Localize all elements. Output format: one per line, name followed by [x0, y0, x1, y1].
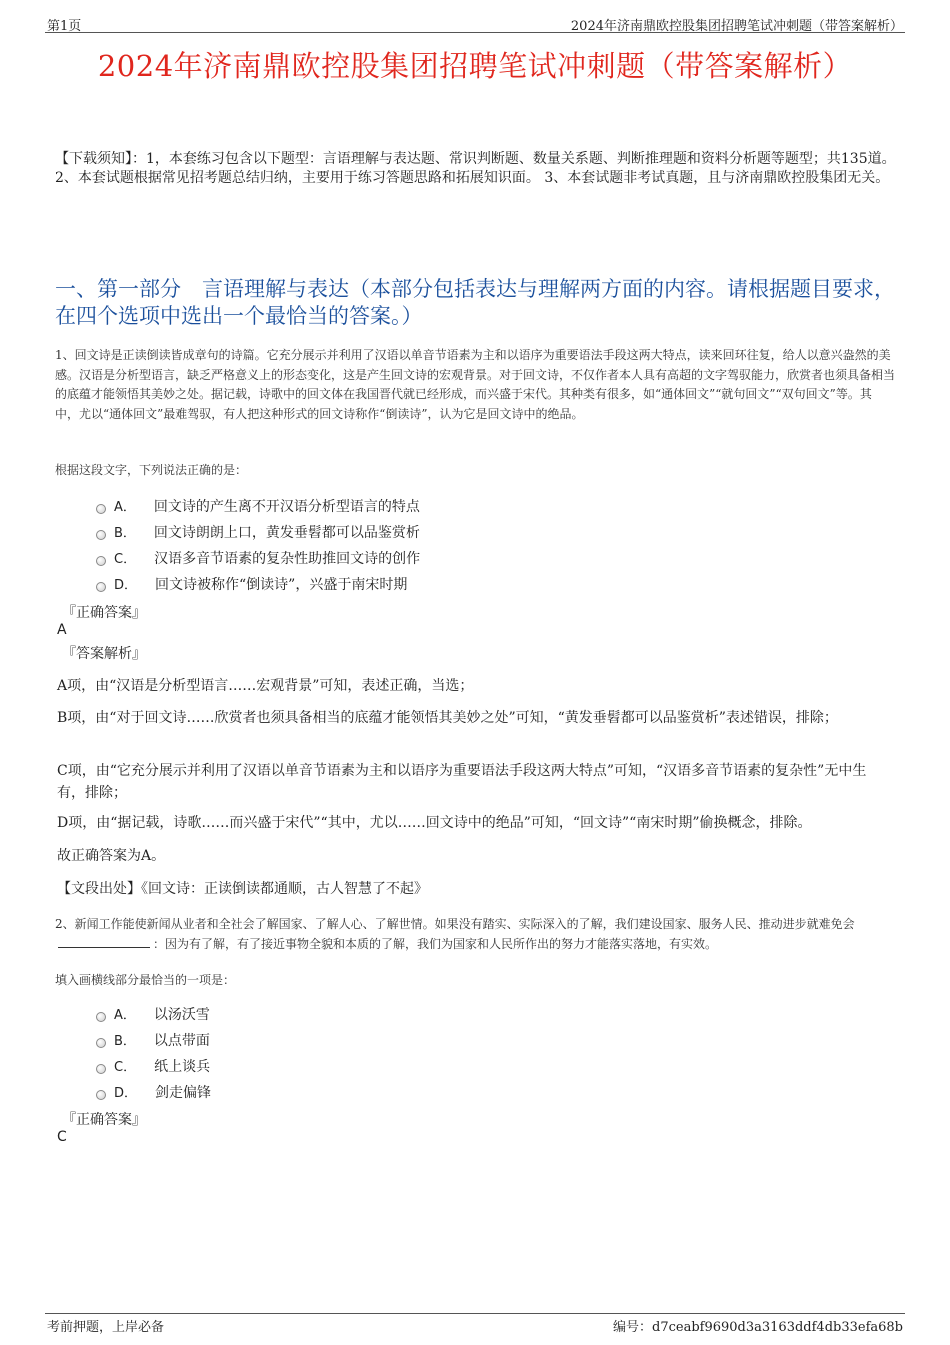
q1-answer: A: [57, 622, 67, 638]
q2-prompt: 填入画横线部分最恰当的一项是：: [55, 973, 236, 987]
q2-passage: 2、新闻工作能使新闻从业者和全社会了解国家、了解人心、了解世情。如果没有踏实、实际深入的了解，我们建设国家、服务人民、推动进步就难免会：因为有了解，有了接近事物全貌和本质的了解，我们为国家和人民所作出的努力才能落实落地，有实效。: [55, 917, 855, 951]
radio-icon[interactable]: [96, 530, 106, 540]
q1-option-a[interactable]: A． 回文诗的产生离不开汉语分析型语言的特点: [96, 496, 420, 516]
page-number: 第1页: [47, 19, 82, 34]
download-notice: 【下载须知】：1，本套练习包含以下题型：言语理解与表达题、常识判断题、数量关系题、判断推理题和资料分析题等题型；共135道。 2、本套试题根据常见招考题总结归纳，主要用于练习答题思路和拓展知识面。 3、本套试题非考试真题，且与济南鼎欧控股集团无关。: [55, 151, 896, 186]
radio-icon[interactable]: [96, 556, 106, 566]
radio-icon[interactable]: [96, 582, 106, 592]
q2-option-a[interactable]: A． 以汤沃雪: [96, 1004, 210, 1024]
q1-conclusion: 故正确答案为A。: [57, 848, 166, 864]
page-header: [45, 14, 905, 33]
q1-option-d[interactable]: D． 回文诗被称作“倒读诗”，兴盛于南宋时期: [96, 574, 407, 594]
footer-slogan: 考前押题，上岸必备: [47, 1320, 165, 1335]
header-doc-title: 2024年济南鼎欧控股集团招聘笔试冲刺题（带答案解析）: [570, 19, 903, 34]
document-id: 编号：d7ceabf9690d3a3163ddf4db33efa68b: [613, 1320, 903, 1335]
radio-icon[interactable]: [96, 1090, 106, 1100]
q1-analysis-b: B项，由“对于回文诗……欣赏者也须具备相当的底蕴才能领悟其美妙之处”可知，“黄发垂髫都可以品鉴赏析”表述错误，排除；: [57, 710, 838, 726]
q1-analysis-label: 『答案解析』: [62, 646, 146, 662]
q1-analysis-a: A项，由“汉语是分析型语言……宏观背景”可知，表述正确，当选；: [57, 678, 474, 694]
section-heading: 一、第一部分 言语理解与表达（本部分包括表达与理解两方面的内容。请根据题目要求，在四个选项中选出一个最恰当的答案。）: [55, 277, 895, 328]
q1-analysis-c: C项，由“它充分展示并利用了汉语以单音节语素为主和以语序为重要语法手段这两大特点”可知，“汉语多音节语素的复杂性”无中生有，排除；: [57, 763, 867, 801]
page-footer: [45, 1313, 905, 1335]
radio-icon[interactable]: [96, 1012, 106, 1022]
radio-icon[interactable]: [96, 1064, 106, 1074]
q1-answer-label: 『正确答案』: [62, 605, 146, 621]
q2-option-c[interactable]: C． 纸上谈兵: [96, 1056, 210, 1076]
q2-option-d[interactable]: D． 剑走偏锋: [96, 1082, 211, 1102]
q2-answer-label: 『正确答案』: [62, 1112, 146, 1128]
q1-prompt: 根据这段文字，下列说法正确的是：: [55, 463, 248, 477]
radio-icon[interactable]: [96, 1038, 106, 1048]
q2-option-b[interactable]: B． 以点带面: [96, 1030, 210, 1050]
fill-blank: [58, 936, 150, 948]
q1-analysis-d: D项，由“据记载，诗歌……而兴盛于宋代”“其中，尤以……回文诗中的绝品”可知，“回文诗”“南宋时期”偷换概念，排除。: [57, 815, 812, 831]
q1-source: 【文段出处】《回文诗：正读倒读都通顺，古人智慧了不起》: [57, 881, 428, 897]
q1-option-b[interactable]: B． 回文诗朗朗上口，黄发垂髫都可以品鉴赏析: [96, 522, 420, 542]
q2-answer: C: [57, 1129, 67, 1145]
q1-option-c[interactable]: C． 汉语多音节语素的复杂性助推回文诗的创作: [96, 548, 420, 568]
document-title: 2024年济南鼎欧控股集团招聘笔试冲刺题（带答案解析）: [97, 49, 853, 83]
radio-icon[interactable]: [96, 504, 106, 514]
q1-passage: 1、回文诗是正读倒读皆成章句的诗篇。它充分展示并利用了汉语以单音节语素为主和以语序为重要语法手段这两大特点，读来回环往复，给人以意兴盎然的美感。汉语是分析型语言，缺乏严格意义上的形态变化，这是产生回文诗的宏观背景。对于回文诗，不仅作者本人具有高超的文字驾驭能力，欣赏者也须具备相当的底蕴才能领悟其美妙之处。据记载，诗歌中的回文体在我国晋代就已经形成，而兴盛于宋代。其种类有很多，如“通体回文”“就句回文”“双句回文”等。其中，尤以“通体回文”最难驾驭，有人把这种形式的回文诗称作“倒读诗”，认为它是回文诗中的绝品。: [55, 348, 896, 421]
